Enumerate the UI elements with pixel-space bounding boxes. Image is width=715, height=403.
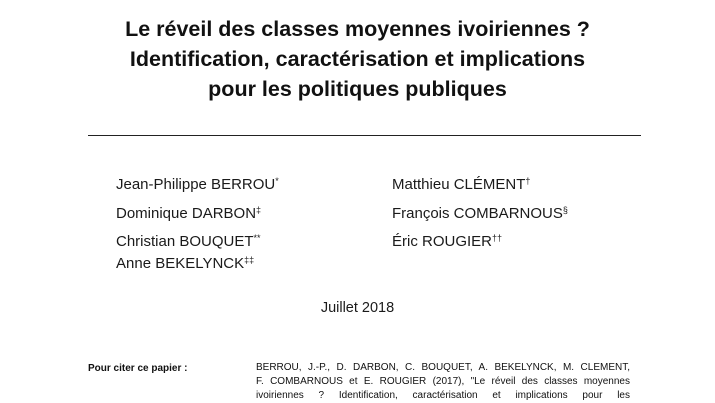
author-combarnous: François COMBARNOUS§ (392, 205, 568, 222)
author-combarnous-mark: § (562, 205, 568, 215)
author-berrou: Jean-Philippe BERROU* (116, 176, 279, 193)
author-bouquet-mark: ** (253, 233, 261, 243)
author-bekelynck: Anne BEKELYNCK‡‡ (116, 255, 255, 272)
paper-title (0, 14, 715, 104)
title-line-1: Le réveil des classes moyennes ivoiriennes ? (125, 17, 590, 41)
title-line-3: pour les politiques publiques (208, 77, 507, 101)
author-darbon: Dominique DARBON‡ (116, 205, 262, 222)
author-rougier: Éric ROUGIER†† (392, 233, 503, 250)
author-clement: Matthieu CLÉMENT† (392, 176, 531, 193)
title-line-2: Identification, caractérisation et implications (129, 47, 586, 71)
citation-text (256, 361, 630, 403)
citation-line-2: F. COMBARNOUS et E. ROUGIER (2017), "Le réveil des classes moyennes (256, 376, 630, 387)
author-darbon-mark: ‡ (256, 205, 262, 215)
citation-label: Pour citer ce papier : (88, 363, 188, 374)
author-bekelynck-mark: ‡‡ (244, 255, 255, 265)
citation-line-1: BERROU, J.-P., D. DARBON, C. BOUQUET, A. BEKELYNCK, M. CLEMENT, (256, 362, 630, 373)
author-bouquet: Christian BOUQUET** (116, 233, 261, 250)
author-clement-mark: † (525, 176, 531, 186)
author-rougier-mark: †† (492, 233, 503, 243)
citation-line-3: ivoiriennes ? Identification, caractérisation et implications pour les (256, 390, 630, 401)
title-divider (88, 135, 641, 136)
author-berrou-mark: * (275, 176, 279, 186)
publication-date: Juillet 2018 (320, 300, 395, 316)
